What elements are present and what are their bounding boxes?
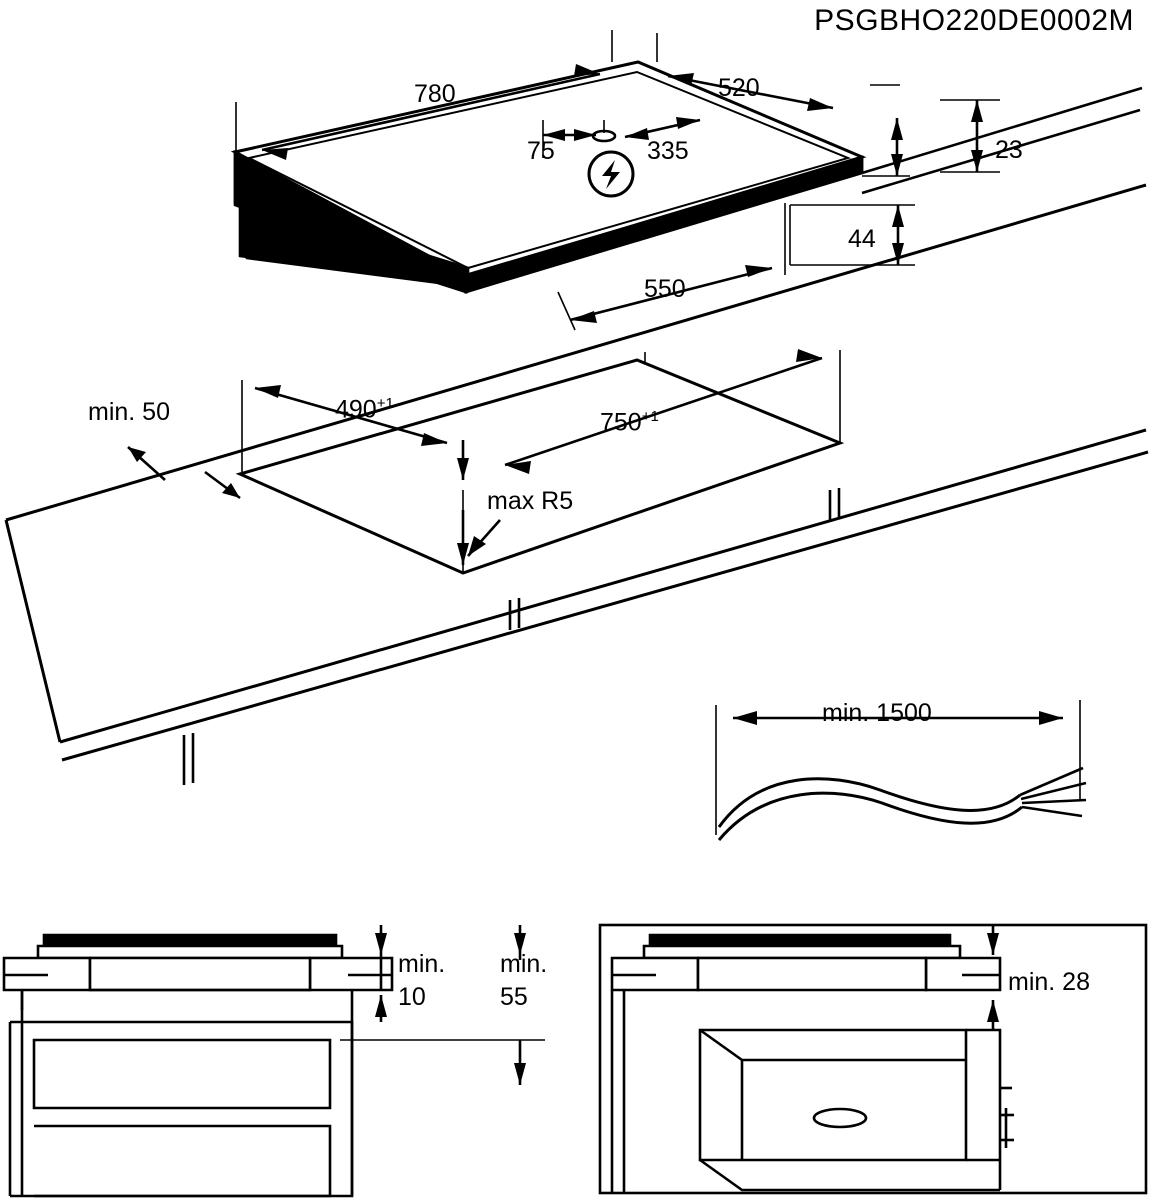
dim-750 <box>505 349 840 474</box>
label-min-1500: min. 1500 <box>822 699 932 727</box>
label-offset-335: 335 <box>647 137 689 165</box>
label-min-50: min. 50 <box>88 398 170 426</box>
label-min-10-value: 10 <box>398 983 426 1011</box>
label-cutout-width: $750^{+1}$ <box>600 408 659 437</box>
label-width-550: 550 <box>644 275 686 303</box>
label-thickness-23: 23 <box>995 136 1023 164</box>
label-cutout-depth: $490^{+1}$ <box>335 395 394 424</box>
label-min-10-word: min. <box>398 950 446 978</box>
label-width-780: 780 <box>414 80 456 108</box>
power-connection-icon <box>589 152 633 196</box>
section-left <box>4 925 548 1196</box>
label-height-44: 44 <box>848 225 876 253</box>
label-depth-520: 520 <box>718 74 760 102</box>
label-offset-75: 75 <box>527 137 555 165</box>
worktop-cutout <box>6 185 1148 785</box>
label-min-28: min. 28 <box>1008 968 1090 996</box>
label-min-55-value: 55 <box>500 983 528 1011</box>
label-max-r5: max R5 <box>487 487 574 515</box>
label-min-55-word: min. <box>500 950 548 978</box>
section-right <box>600 925 1146 1193</box>
document-code: PSGBHO220DE0002M <box>814 4 1134 37</box>
